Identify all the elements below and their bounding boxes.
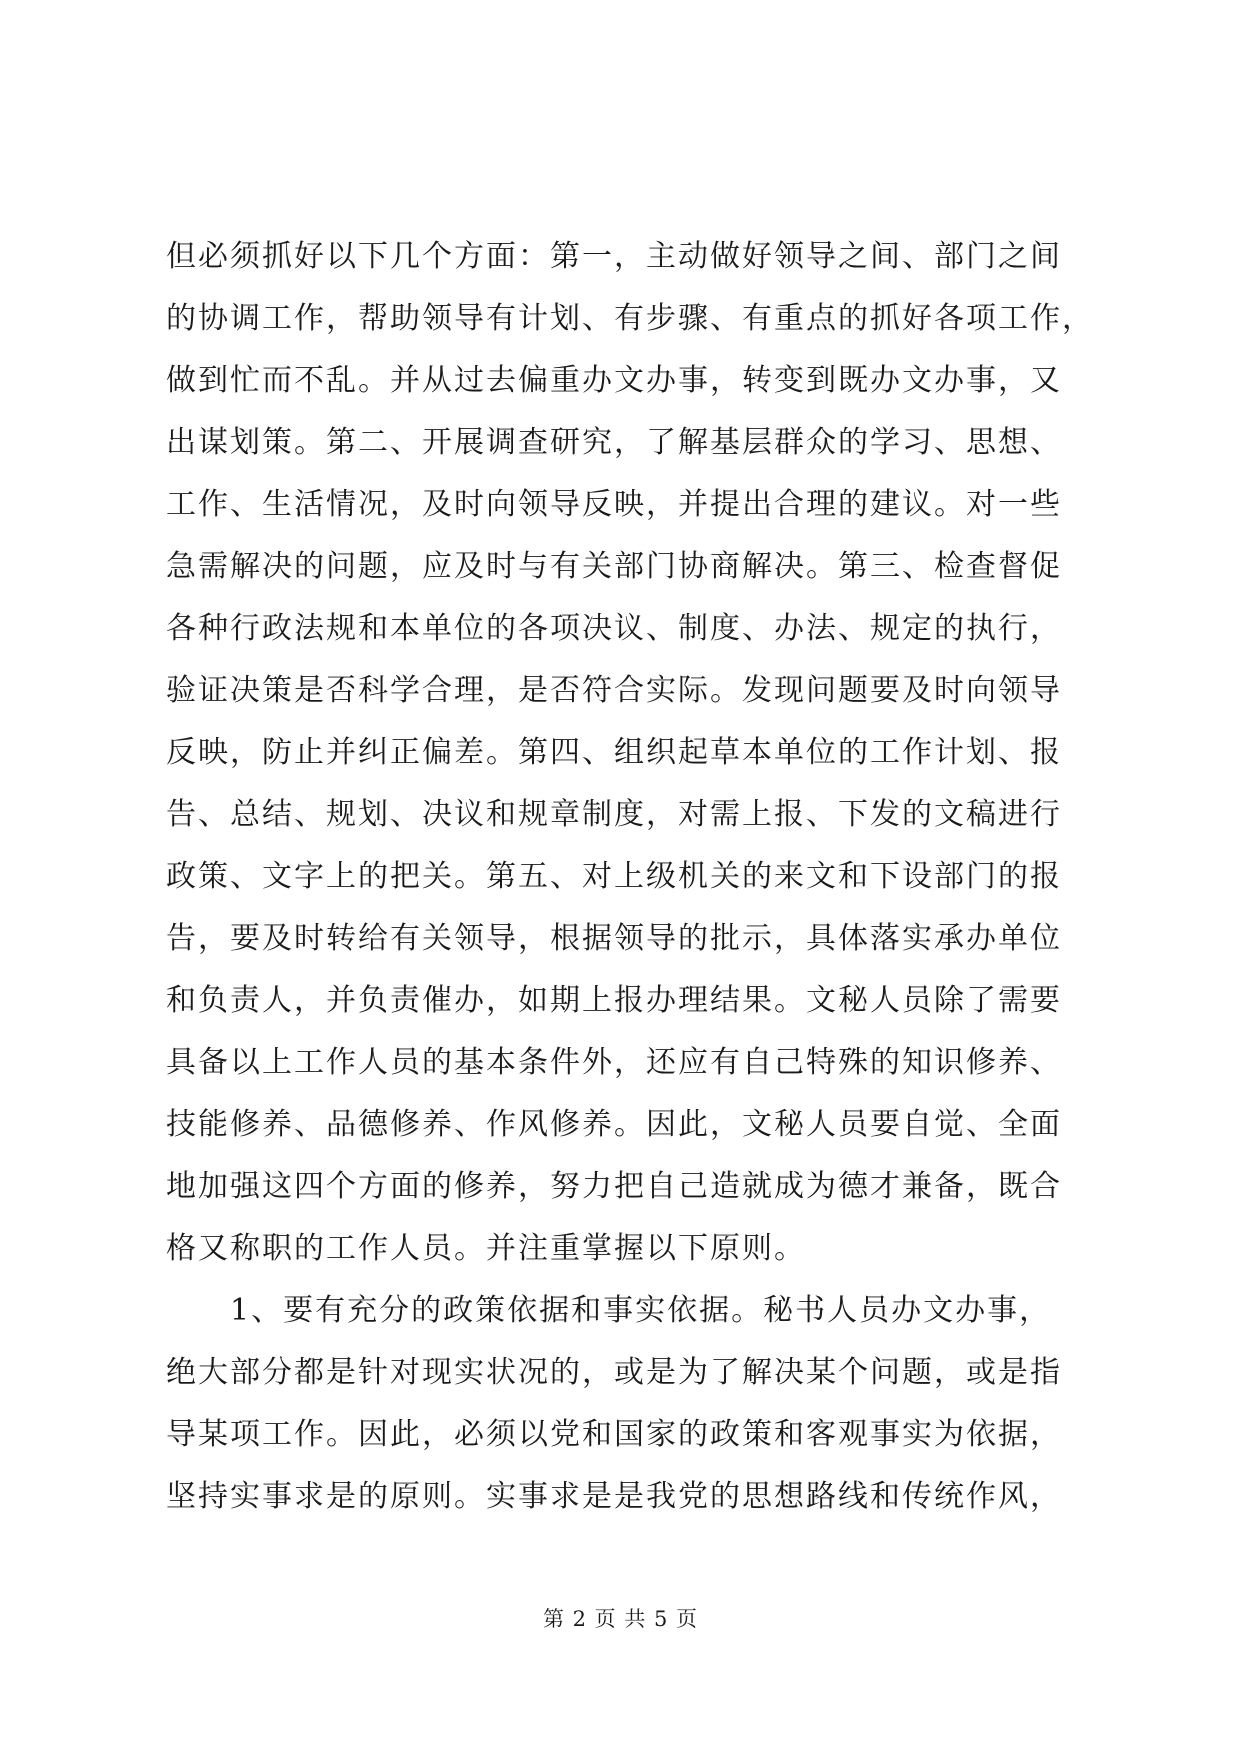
text-line: 和负责人，并负责催办，如期上报办理结果。文秘人员除了需要 — [166, 983, 1062, 1018]
page-number-footer: 第 2 页 共 5 页 — [542, 1607, 699, 1631]
text-line: 告、总结、规划、决议和规章制度，对需上报、下发的文稿进行 — [166, 797, 1062, 832]
text-line: 工作、生活情况，及时向领导反映，并提出合理的建议。对一些 — [166, 487, 1062, 522]
text-line: 告，要及时转给有关领导，根据领导的批示，具体落实承办单位 — [166, 921, 1062, 956]
text-line: 做到忙而不乱。并从过去偏重办文办事，转变到既办文办事，又 — [166, 363, 1062, 398]
text-line: 地加强这四个方面的修养，努力把自己造就成为德才兼备，既合 — [166, 1169, 1062, 1204]
text-line: 1、要有充分的政策依据和事实依据。秘书人员办文办事， — [166, 1293, 1052, 1328]
text-line: 格又称职的工作人员。并注重掌握以下原则。 — [166, 1231, 806, 1266]
text-line: 各种行政法规和本单位的各项决议、制度、办法、规定的执行， — [166, 611, 1062, 646]
text-line: 出谋划策。第二、开展调查研究，了解基层群众的学习、思想、 — [166, 425, 1062, 460]
text-line: 政策、文字上的把关。第五、对上级机关的来文和下设部门的报 — [166, 859, 1062, 894]
text-line: 具备以上工作人员的基本条件外，还应有自己特殊的知识修养、 — [166, 1045, 1062, 1080]
text-line: 导某项工作。因此，必须以党和国家的政策和客观事实为依据， — [166, 1417, 1062, 1452]
text-line: 反映，防止并纠正偏差。第四、组织起草本单位的工作计划、报 — [166, 735, 1062, 770]
text-line: 验证决策是否科学合理，是否符合实际。发现问题要及时向领导 — [166, 673, 1062, 708]
text-line: 急需解决的问题，应及时与有关部门协商解决。第三、检查督促 — [166, 549, 1062, 584]
text-line: 坚持实事求是的原则。实事求是是我党的思想路线和传统作风， — [166, 1479, 1062, 1514]
text-line: 技能修养、品德修养、作风修养。因此，文秘人员要自觉、全面 — [166, 1107, 1062, 1142]
text-line: 的协调工作，帮助领导有计划、有步骤、有重点的抓好各项工作， — [166, 301, 1094, 336]
document-body — [166, 226, 1094, 1528]
text-line: 绝大部分都是针对现实状况的，或是为了解决某个问题，或是指 — [166, 1355, 1062, 1390]
text-line: 但必须抓好以下几个方面：第一，主动做好领导之间、部门之间 — [166, 239, 1062, 274]
